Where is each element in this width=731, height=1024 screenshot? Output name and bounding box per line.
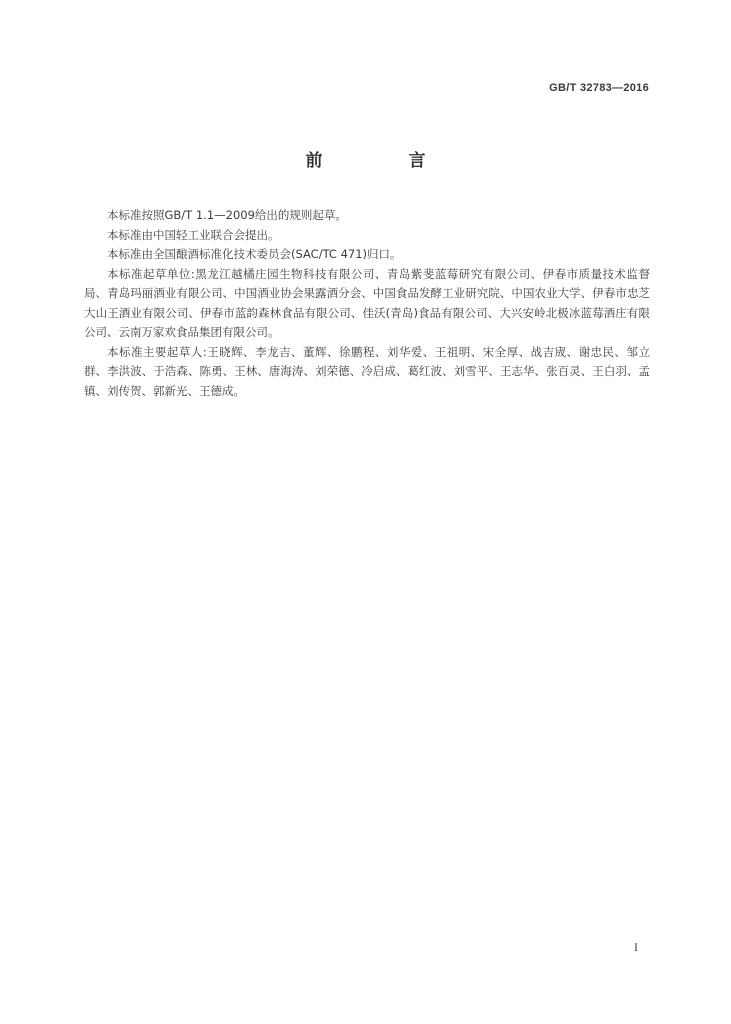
paragraph-proposer: 本标准由中国轻工业联合会提出。 [107, 227, 280, 242]
paragraph-drafters: 本标准主要起草人:王晓辉、李龙吉、董辉、徐鹏程、刘华爱、王祖明、宋全厚、战吉宬、谢忠民、邹立群、李洪波、于浩森、陈勇、王林、唐海涛、刘荣德、冷启成、葛红波、刘雪平、王志华、张百灵、王白羽、孟镇、刘传贺、郭新光、王德成。 [84, 344, 650, 398]
page-title: 前 言 [305, 151, 466, 171]
paragraph-drafting-units: 本标准起草单位:黑龙江越橘庄园生物科技有限公司、青岛紫斐蓝莓研究有限公司、伊春市质量技术监督局、青岛玛丽酒业有限公司、中国酒业协会果露酒分会、中国食品发酵工业研究院、中国农业大学、伊春市忠芝大山王酒业有限公司、伊春市蓝韵森林食品有限公司、佳沃(青岛)食品有限公司、大兴安岭北极冰蓝莓酒庄有限公司、云南万家欢食品集团有限公司。 [84, 266, 650, 339]
paragraph-drafting-rules: 本标准按照GB/T 1.1—2009给出的规则起草。 [107, 208, 347, 222]
page-number: I [634, 940, 638, 954]
paragraph-technical-committee: 本标准由全国酿酒标准化技术委员会(SAC/TC 471)归口。 [107, 247, 402, 261]
standard-number: GB/T 32783—2016 [549, 82, 649, 94]
foreword-body [84, 206, 650, 401]
